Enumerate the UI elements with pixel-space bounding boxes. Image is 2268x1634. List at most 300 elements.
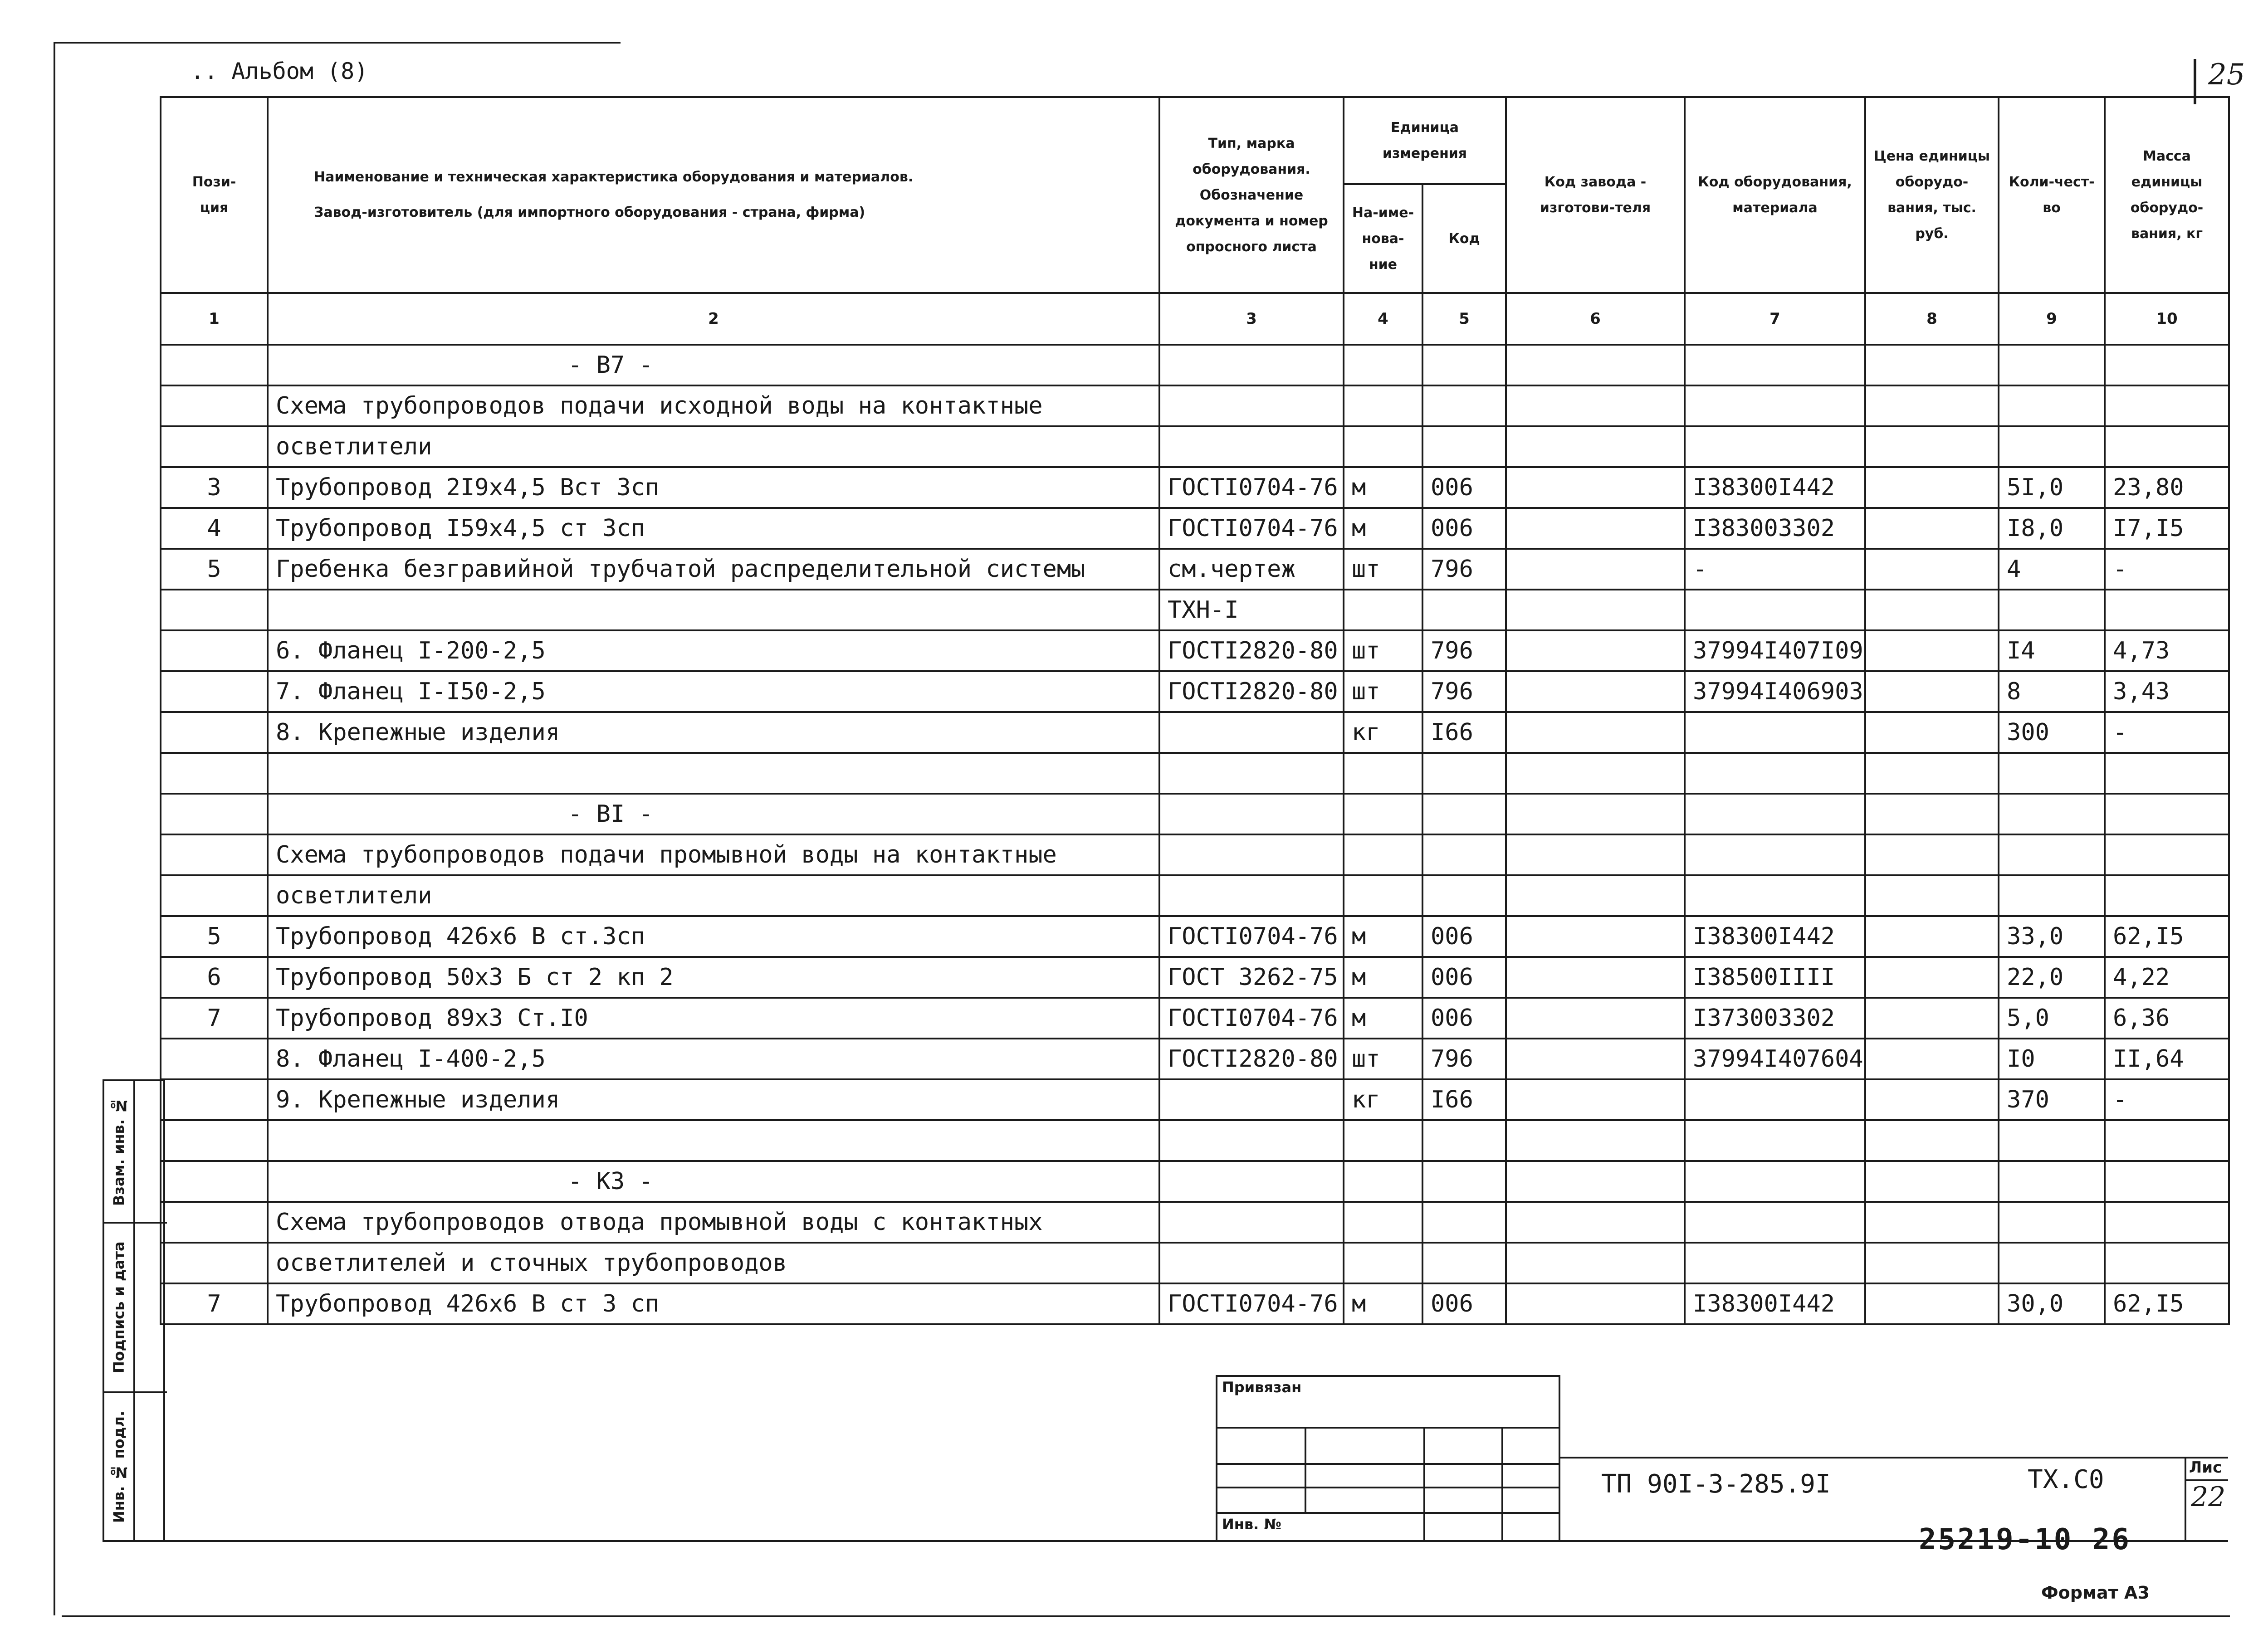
bound-line	[1216, 1463, 1560, 1465]
cell-factory-code	[1506, 590, 1685, 630]
cell-material-code	[1685, 794, 1865, 834]
cell-price	[1865, 1283, 1999, 1324]
cell-unit	[1344, 1243, 1422, 1283]
cell-position	[161, 712, 268, 753]
side-stamp-sign-date: Подпись и дата	[110, 1241, 127, 1374]
cell-unit-code: 796	[1422, 630, 1506, 671]
column-number: 4	[1344, 293, 1422, 345]
cell-price	[1865, 753, 1999, 794]
cell-name: 9. Крепежные изделия	[268, 1079, 1159, 1120]
cell-mass: 4,22	[2105, 957, 2229, 998]
cell-type	[1159, 712, 1344, 753]
cell-material-code	[1685, 834, 1865, 875]
cell-unit: кг	[1344, 1079, 1422, 1120]
side-stamp-inv-orig: Инв. № подл.	[110, 1410, 127, 1523]
cell-unit-code	[1422, 385, 1506, 426]
cell-mass: 62,I5	[2105, 1283, 2229, 1324]
cell-quantity: I0	[1999, 1039, 2105, 1079]
cell-unit-code: 796	[1422, 1039, 1506, 1079]
cell-quantity	[1999, 794, 2105, 834]
column-number: 3	[1159, 293, 1344, 345]
cell-type	[1159, 834, 1344, 875]
cell-material-code: 37994I406903	[1685, 671, 1865, 712]
col-header-name: Наименование и техническая характеристика оборудования и материалов. Завод-изготовитель (для импортного оборудования - страна, фирма)	[268, 97, 1159, 293]
table-row	[161, 712, 2229, 753]
cell-unit	[1344, 385, 1422, 426]
cell-position	[161, 1202, 268, 1243]
cell-position	[161, 590, 268, 630]
cell-unit-code	[1422, 1161, 1506, 1202]
cell-mass	[2105, 1120, 2229, 1161]
cell-mass: 62,I5	[2105, 916, 2229, 957]
cell-factory-code	[1506, 630, 1685, 671]
cell-mass: I7,I5	[2105, 508, 2229, 549]
side-stamp-swap-inv: Взам. инв. №	[110, 1097, 127, 1206]
cell-mass: 6,36	[2105, 998, 2229, 1039]
cell-unit	[1344, 1161, 1422, 1202]
cell-name	[268, 590, 1159, 630]
table-row	[161, 590, 2229, 630]
cell-factory-code	[1506, 426, 1685, 467]
cell-type	[1159, 1120, 1344, 1161]
cell-unit: м	[1344, 998, 1422, 1039]
cell-price	[1865, 1079, 1999, 1120]
cell-unit-code: 796	[1422, 549, 1506, 590]
cell-type: ГОСТ 3262-75	[1159, 957, 1344, 998]
sheet-vline	[2185, 1457, 2186, 1542]
cell-name: 8. Крепежные изделия	[268, 712, 1159, 753]
cell-unit: шт	[1344, 549, 1422, 590]
cell-position	[161, 1243, 268, 1283]
cell-unit-code	[1422, 1120, 1506, 1161]
column-number: 7	[1685, 293, 1865, 345]
cell-quantity	[1999, 345, 2105, 385]
cell-factory-code	[1506, 549, 1685, 590]
col-header-material-code: Код оборудования, материала	[1685, 97, 1865, 293]
col-header-mass: Масса единицы оборудо-вания, кг	[2105, 97, 2229, 293]
cell-position: 3	[161, 467, 268, 508]
table-row	[161, 549, 2229, 590]
cell-factory-code	[1506, 1161, 1685, 1202]
column-number: 6	[1506, 293, 1685, 345]
cell-mass	[2105, 1243, 2229, 1283]
cell-mass: -	[2105, 549, 2229, 590]
cell-unit-code	[1422, 875, 1506, 916]
paper-format: Формат А3	[2041, 1583, 2150, 1603]
cell-type: ГОСТI2820-80	[1159, 1039, 1344, 1079]
cell-material-code: I38300I442	[1685, 916, 1865, 957]
cell-material-code: I38300I442	[1685, 1283, 1865, 1324]
table-row	[161, 508, 2229, 549]
cell-unit-code	[1422, 753, 1506, 794]
cell-factory-code	[1506, 916, 1685, 957]
cell-position: 6	[161, 957, 268, 998]
bound-line	[1216, 1487, 1560, 1488]
cell-factory-code	[1506, 834, 1685, 875]
side-stamp	[103, 1079, 165, 1542]
cell-unit-code	[1422, 794, 1506, 834]
cell-name: Трубопровод I59х4,5 ст 3сп	[268, 508, 1159, 549]
cell-factory-code	[1506, 1243, 1685, 1283]
cell-type: ГОСТI0704-76	[1159, 467, 1344, 508]
cell-quantity: 300	[1999, 712, 2105, 753]
cell-quantity: 5,0	[1999, 998, 2105, 1039]
cell-material-code	[1685, 1202, 1865, 1243]
cell-name: 6. Фланец I-200-2,5	[268, 630, 1159, 671]
column-number: 1	[161, 293, 268, 345]
cell-factory-code	[1506, 1039, 1685, 1079]
cell-factory-code	[1506, 671, 1685, 712]
cell-name: Схема трубопроводов подачи промывной воды на контактные	[268, 834, 1159, 875]
cell-price	[1865, 467, 1999, 508]
cell-position: 5	[161, 916, 268, 957]
cell-price	[1865, 345, 1999, 385]
cell-mass	[2105, 875, 2229, 916]
cell-position: 7	[161, 1283, 268, 1324]
bound-line	[1216, 1427, 1560, 1429]
cell-position	[161, 630, 268, 671]
cell-name: 7. Фланец I-I50-2,5	[268, 671, 1159, 712]
cell-quantity	[1999, 753, 2105, 794]
bound-vline	[1501, 1427, 1503, 1542]
cell-quantity: I4	[1999, 630, 2105, 671]
cell-name: - В7 -	[268, 345, 1159, 385]
table-row	[161, 426, 2229, 467]
cell-unit	[1344, 834, 1422, 875]
cell-material-code	[1685, 385, 1865, 426]
cell-mass	[2105, 345, 2229, 385]
cell-factory-code	[1506, 467, 1685, 508]
cell-price	[1865, 712, 1999, 753]
cell-mass: -	[2105, 712, 2229, 753]
cell-price	[1865, 998, 1999, 1039]
table-row	[161, 753, 2229, 794]
cell-price	[1865, 426, 1999, 467]
cell-material-code: I373003302	[1685, 998, 1865, 1039]
cell-quantity: 22,0	[1999, 957, 2105, 998]
col-header-type: Тип, марка оборудования. Обозначение документа и номер опросного листа	[1159, 97, 1344, 293]
cell-price	[1865, 549, 1999, 590]
cell-name: Трубопровод 426х6 В ст.3сп	[268, 916, 1159, 957]
cell-type	[1159, 1243, 1344, 1283]
cell-name: осветлители	[268, 875, 1159, 916]
cell-type: ГОСТI0704-76	[1159, 916, 1344, 957]
table-row	[161, 1039, 2229, 1079]
cell-type: ГОСТI0704-76	[1159, 508, 1344, 549]
cell-material-code: 37994I407604	[1685, 1039, 1865, 1079]
cell-mass	[2105, 834, 2229, 875]
cell-material-code	[1685, 1161, 1865, 1202]
cell-factory-code	[1506, 1283, 1685, 1324]
cell-quantity	[1999, 875, 2105, 916]
table-row	[161, 834, 2229, 875]
cell-mass	[2105, 794, 2229, 834]
cell-price	[1865, 590, 1999, 630]
cell-material-code: -	[1685, 549, 1865, 590]
cell-unit: шт	[1344, 630, 1422, 671]
inv-no-label: Инв. №	[1222, 1516, 1281, 1533]
cell-position	[161, 671, 268, 712]
cell-quantity: 5I,0	[1999, 467, 2105, 508]
cell-material-code	[1685, 1243, 1865, 1283]
cell-type: ГОСТI2820-80	[1159, 671, 1344, 712]
col-header-unit-code: Код	[1422, 184, 1506, 293]
cell-type	[1159, 345, 1344, 385]
cell-material-code: I38500IIII	[1685, 957, 1865, 998]
sheet-label: Лис	[2189, 1458, 2222, 1477]
col-header-price: Цена единицы оборудо-вания, тыс. руб.	[1865, 97, 1999, 293]
frame-top	[54, 42, 621, 44]
cell-factory-code	[1506, 875, 1685, 916]
cell-factory-code	[1506, 957, 1685, 998]
cell-quantity	[1999, 1120, 2105, 1161]
cell-position	[161, 1039, 268, 1079]
table-row	[161, 467, 2229, 508]
cell-material-code	[1685, 345, 1865, 385]
cell-type	[1159, 1079, 1344, 1120]
cell-price	[1865, 385, 1999, 426]
column-number: 2	[268, 293, 1159, 345]
cell-factory-code	[1506, 1079, 1685, 1120]
specification-table	[160, 96, 2230, 1325]
cell-material-code	[1685, 1079, 1865, 1120]
column-number: 5	[1422, 293, 1506, 345]
column-number-row	[161, 293, 2229, 345]
cell-unit-code	[1422, 1202, 1506, 1243]
cell-position: 5	[161, 549, 268, 590]
column-number: 8	[1865, 293, 1999, 345]
table-row	[161, 1120, 2229, 1161]
cell-unit-code: I66	[1422, 1079, 1506, 1120]
cell-price	[1865, 671, 1999, 712]
cell-factory-code	[1506, 1202, 1685, 1243]
cell-material-code	[1685, 426, 1865, 467]
cell-name: осветлителей и сточных трубопроводов	[268, 1243, 1159, 1283]
cell-quantity: 33,0	[1999, 916, 2105, 957]
table-row	[161, 1202, 2229, 1243]
cell-price	[1865, 794, 1999, 834]
cell-unit	[1344, 426, 1422, 467]
cell-material-code: I383003302	[1685, 508, 1865, 549]
cell-mass	[2105, 426, 2229, 467]
sheet-number: 22	[2191, 1481, 2226, 1513]
col-header-unit-name: На-име-нова-ние	[1344, 184, 1422, 293]
cell-name: Схема трубопроводов отвода промывной воды с контактных	[268, 1202, 1159, 1243]
cell-price	[1865, 1161, 1999, 1202]
section-code: ТХ.С0	[2028, 1465, 2104, 1494]
cell-unit: м	[1344, 508, 1422, 549]
document-code: ТП 90I-3-285.9I	[1601, 1469, 1831, 1499]
table-row	[161, 1243, 2229, 1283]
cell-factory-code	[1506, 998, 1685, 1039]
cell-unit-code: 006	[1422, 508, 1506, 549]
cell-quantity	[1999, 426, 2105, 467]
cell-factory-code	[1506, 345, 1685, 385]
cell-position: 4	[161, 508, 268, 549]
cell-material-code: 37994I407I09	[1685, 630, 1865, 671]
frame-bottom	[62, 1615, 2230, 1617]
col-header-factory-code: Код завода - изготови-теля	[1506, 97, 1685, 293]
cell-factory-code	[1506, 794, 1685, 834]
cell-price	[1865, 875, 1999, 916]
cell-unit-code	[1422, 426, 1506, 467]
cell-quantity	[1999, 1243, 2105, 1283]
cell-material-code	[1685, 712, 1865, 753]
cell-mass: 23,80	[2105, 467, 2229, 508]
cell-unit-code: 006	[1422, 957, 1506, 998]
cell-quantity: 4	[1999, 549, 2105, 590]
cell-unit: м	[1344, 957, 1422, 998]
col-header-unit: Единица измерения	[1344, 97, 1506, 184]
table-row	[161, 957, 2229, 998]
table-row	[161, 875, 2229, 916]
column-number: 10	[2105, 293, 2229, 345]
cell-type: ГОСТI0704-76	[1159, 998, 1344, 1039]
cell-unit-code: 796	[1422, 671, 1506, 712]
cell-price	[1865, 916, 1999, 957]
cell-material-code	[1685, 590, 1865, 630]
section-row	[161, 345, 2229, 385]
cell-position: 7	[161, 998, 268, 1039]
cell-unit	[1344, 875, 1422, 916]
cell-unit: шт	[1344, 671, 1422, 712]
cell-unit	[1344, 794, 1422, 834]
cell-mass	[2105, 1161, 2229, 1202]
cell-quantity	[1999, 1202, 2105, 1243]
cell-price	[1865, 508, 1999, 549]
cell-mass	[2105, 590, 2229, 630]
bound-line	[1216, 1512, 1560, 1514]
cell-quantity: 30,0	[1999, 1283, 2105, 1324]
cell-material-code	[1685, 875, 1865, 916]
cell-price	[1865, 1039, 1999, 1079]
cell-factory-code	[1506, 1120, 1685, 1161]
frame-left	[54, 42, 55, 1615]
cell-unit	[1344, 590, 1422, 630]
inventory-number: 25219-10 26	[1919, 1523, 2131, 1556]
cell-unit-code: 006	[1422, 467, 1506, 508]
cell-name: Трубопровод 2I9х4,5 Вст 3сп	[268, 467, 1159, 508]
cell-mass: II,64	[2105, 1039, 2229, 1079]
cell-unit: м	[1344, 916, 1422, 957]
cell-quantity: I8,0	[1999, 508, 2105, 549]
cell-type	[1159, 1202, 1344, 1243]
cell-unit	[1344, 753, 1422, 794]
cell-position	[161, 794, 268, 834]
cell-unit-code	[1422, 590, 1506, 630]
cell-type	[1159, 753, 1344, 794]
bound-vline	[1423, 1427, 1425, 1542]
cell-name: - К3 -	[268, 1161, 1159, 1202]
cell-price	[1865, 1120, 1999, 1161]
cell-price	[1865, 957, 1999, 998]
cell-type	[1159, 794, 1344, 834]
cell-name	[268, 1120, 1159, 1161]
cell-type	[1159, 426, 1344, 467]
cell-unit-code	[1422, 834, 1506, 875]
cell-price	[1865, 1202, 1999, 1243]
cell-quantity	[1999, 385, 2105, 426]
col-header-position: Пози- ция	[161, 97, 268, 293]
table-row	[161, 385, 2229, 426]
cell-name: Трубопровод 89х3 Ст.I0	[268, 998, 1159, 1039]
cell-material-code	[1685, 1120, 1865, 1161]
cell-name: Трубопровод 426х6 В ст 3 сп	[268, 1283, 1159, 1324]
cell-quantity	[1999, 1161, 2105, 1202]
cell-name: Трубопровод 50х3 Б ст 2 кп 2	[268, 957, 1159, 998]
cell-factory-code	[1506, 508, 1685, 549]
table-row	[161, 630, 2229, 671]
cell-name: Гребенка безгравийной трубчатой распределительной системы	[268, 549, 1159, 590]
cell-mass	[2105, 753, 2229, 794]
cell-unit: м	[1344, 467, 1422, 508]
cell-position	[161, 1120, 268, 1161]
cell-factory-code	[1506, 753, 1685, 794]
album-label: .. Альбом (8)	[191, 58, 368, 84]
cell-type	[1159, 385, 1344, 426]
cell-price	[1865, 1243, 1999, 1283]
cell-factory-code	[1506, 712, 1685, 753]
cell-quantity: 8	[1999, 671, 2105, 712]
cell-unit-code	[1422, 345, 1506, 385]
cell-unit-code: I66	[1422, 712, 1506, 753]
bound-vline	[1305, 1427, 1306, 1512]
cell-unit	[1344, 1202, 1422, 1243]
cell-type: ГОСТI0704-76	[1159, 1283, 1344, 1324]
cell-position	[161, 1079, 268, 1120]
cell-type: ТХН-I	[1159, 590, 1344, 630]
cell-mass: -	[2105, 1079, 2229, 1120]
table-row	[161, 671, 2229, 712]
section-row	[161, 1161, 2229, 1202]
table-row	[161, 998, 2229, 1039]
cell-position	[161, 345, 268, 385]
cell-unit	[1344, 1120, 1422, 1161]
cell-unit: м	[1344, 1283, 1422, 1324]
cell-type	[1159, 1161, 1344, 1202]
cell-mass	[2105, 1202, 2229, 1243]
cell-unit-code: 006	[1422, 916, 1506, 957]
cell-name	[268, 753, 1159, 794]
cell-position	[161, 875, 268, 916]
cell-quantity	[1999, 834, 2105, 875]
cell-type: ГОСТI2820-80	[1159, 630, 1344, 671]
cell-name: осветлители	[268, 426, 1159, 467]
cell-mass: 4,73	[2105, 630, 2229, 671]
cell-unit	[1344, 345, 1422, 385]
cell-name: Схема трубопроводов подачи исходной воды на контактные	[268, 385, 1159, 426]
cell-mass	[2105, 385, 2229, 426]
cell-unit: кг	[1344, 712, 1422, 753]
cell-type: см.чертеж	[1159, 549, 1344, 590]
cell-position	[161, 1161, 268, 1202]
cell-name: 8. Фланец I-400-2,5	[268, 1039, 1159, 1079]
column-number: 9	[1999, 293, 2105, 345]
cell-unit-code	[1422, 1243, 1506, 1283]
cell-quantity	[1999, 590, 2105, 630]
cell-type	[1159, 875, 1344, 916]
cell-unit-code: 006	[1422, 998, 1506, 1039]
table-row	[161, 916, 2229, 957]
cell-name: - ВI -	[268, 794, 1159, 834]
page-number: 25	[2208, 58, 2245, 92]
table-row	[161, 1283, 2229, 1324]
cell-position	[161, 834, 268, 875]
col-header-quantity: Коли-чест-во	[1999, 97, 2105, 293]
cell-quantity: 370	[1999, 1079, 2105, 1120]
cell-position	[161, 753, 268, 794]
cell-material-code	[1685, 753, 1865, 794]
